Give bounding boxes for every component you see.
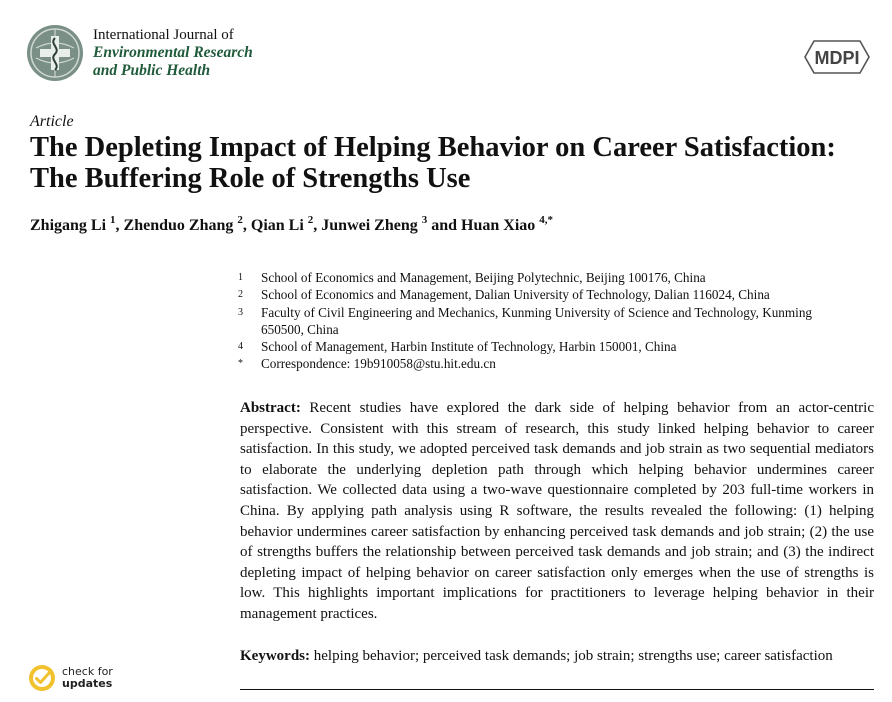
- section-divider: [240, 689, 874, 690]
- keywords: [240, 648, 880, 665]
- affiliation-item: 3 Faculty of Civil Engineering and Mechanics, Kunming University of Science and Technology, Kunming 650500, China: [238, 304, 813, 337]
- abstract-text: Recent studies have explored the dark side of helping behavior from an actor-centric perspective. Consistent with this stream of research, this study linked helping behavior to career satisfaction. In this study, we adopted perceived task demands and job strain as two sequential mediators to elaborate the underlying depletion path through which helping behavior undermines career satisfaction. We collected data using a two-wave questionnaire completed by 203 full-time workers in China. By applying path analysis using R software, the results revealed the following: (1) helping behavior undermines career satisfaction by enhancing perceived task demands and job strain; (2) the use of strengths buffers the relationship between perceived task demands and job strain; and (3) the indirect depleting impact of helping behavior on career satisfaction only emerges when the use of strengths is low. This highlights important implications for practitioners to leverage helping behavior in their management practices.: [240, 400, 875, 622]
- correspondence-item: * Correspondence: 19b910058@stu.hit.edu.cn: [234, 355, 834, 372]
- journal-emblem-icon: [26, 24, 84, 82]
- article-title: The Depleting Impact of Helping Behavior on Career Satisfaction: The Buffering Role of Strengths Use: [30, 132, 836, 194]
- mdpi-logo: [804, 40, 870, 74]
- check-badge-icon: [28, 664, 56, 692]
- publisher-name: MDPI: [814, 48, 860, 68]
- affiliation-item: 2 School of Economics and Management, Dalian University of Technology, Dalian 116024, China: [238, 287, 770, 303]
- correspondence-email[interactable]: Correspondence: 19b910058@stu.hit.edu.cn: [261, 356, 496, 372]
- journal-line-2: Environmental Research: [93, 44, 253, 61]
- article-type: Article: [30, 113, 74, 130]
- affiliation-item: 4 School of Management, Harbin Institute of Technology, Harbin 150001, China: [238, 339, 677, 355]
- author: Qian Li $^2$,: [250, 214, 322, 235]
- author: Junwei Zheng $^3$ and: [321, 214, 462, 235]
- abstract: [240, 398, 874, 625]
- check-updates-label: check for updates: [62, 665, 113, 690]
- affiliation-list: [234, 269, 834, 373]
- abstract-label: Abstract:: [240, 400, 301, 416]
- keywords-label: Keywords:: [240, 648, 310, 664]
- journal-line-1: International Journal of: [93, 27, 234, 43]
- journal-name: [93, 26, 253, 80]
- author: Zhigang Li $^1$,: [30, 214, 124, 235]
- check-for-updates-button[interactable]: [28, 664, 113, 692]
- affiliation-item: 1 School of Economics and Management, Beijing Polytechnic, Beijing 100176, China: [238, 270, 706, 285]
- author: Zhenduo Zhang $^2$,: [123, 214, 251, 235]
- author: Huan Xiao $^{4,*}$: [461, 214, 554, 235]
- keywords-text: helping behavior; perceived task demands; job strain; strengths use; career satisfaction: [313, 648, 833, 664]
- author-list: [30, 215, 553, 235]
- journal-line-3: and Public Health: [93, 62, 211, 79]
